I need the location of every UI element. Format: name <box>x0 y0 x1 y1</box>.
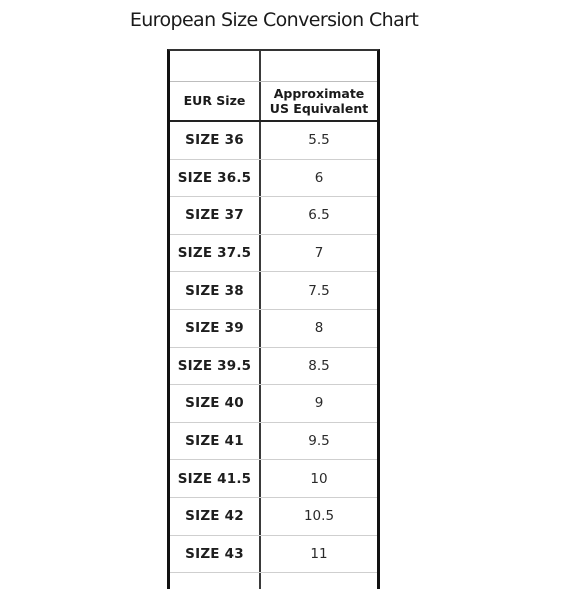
table-header-row <box>170 81 377 122</box>
us-size-cell: 6 <box>314 169 324 186</box>
eur-size-cell: SIZE 38 <box>185 282 244 299</box>
table-row <box>170 197 377 235</box>
table-row <box>170 536 377 574</box>
us-size-cell: 7 <box>314 245 324 262</box>
eur-size-cell: SIZE 41.5 <box>177 470 252 487</box>
eur-size-cell: SIZE 37.5 <box>177 245 252 262</box>
us-size-cell: 9.5 <box>308 433 330 450</box>
eur-size-cell: SIZE 41 <box>185 433 244 450</box>
table-top-blank-row <box>170 51 377 82</box>
eur-size-cell: SIZE 36.5 <box>177 169 252 186</box>
us-size-cell: 11 <box>310 545 328 562</box>
size-conversion-table <box>167 49 380 589</box>
chart-title: European Size Conversion Chart <box>129 9 419 31</box>
us-size-cell: 10 <box>310 470 328 487</box>
us-size-cell: 10.5 <box>303 508 335 525</box>
table-row <box>170 310 377 348</box>
table-row <box>170 272 377 310</box>
eur-size-cell: SIZE 37 <box>185 207 244 224</box>
us-size-cell: 9 <box>314 395 324 412</box>
us-size-cell: 6.5 <box>308 207 330 224</box>
table-row <box>170 498 377 536</box>
table-body <box>170 122 377 573</box>
eur-size-cell: SIZE 36 <box>185 132 244 149</box>
us-size-cell: 7.5 <box>308 282 330 299</box>
eur-size-cell: SIZE 39 <box>185 320 244 337</box>
header-us-equivalent <box>261 81 377 120</box>
us-size-cell: 8.5 <box>308 357 330 374</box>
table-row <box>170 423 377 461</box>
table-row <box>170 348 377 386</box>
table-row <box>170 160 377 198</box>
table-row <box>170 460 377 498</box>
eur-size-cell: SIZE 42 <box>185 508 244 525</box>
us-size-cell: 5.5 <box>308 132 330 149</box>
eur-size-cell: SIZE 40 <box>185 395 244 412</box>
us-size-cell: 8 <box>314 320 324 337</box>
table-row <box>170 122 377 160</box>
table-row <box>170 235 377 273</box>
eur-size-cell: SIZE 43 <box>185 545 244 562</box>
header-us-line1: Approximate <box>273 85 365 101</box>
header-eur-size: EUR Size <box>183 93 246 108</box>
eur-size-cell: SIZE 39.5 <box>177 357 252 374</box>
header-us-line2: US Equivalent <box>269 100 369 116</box>
table-row <box>170 385 377 423</box>
